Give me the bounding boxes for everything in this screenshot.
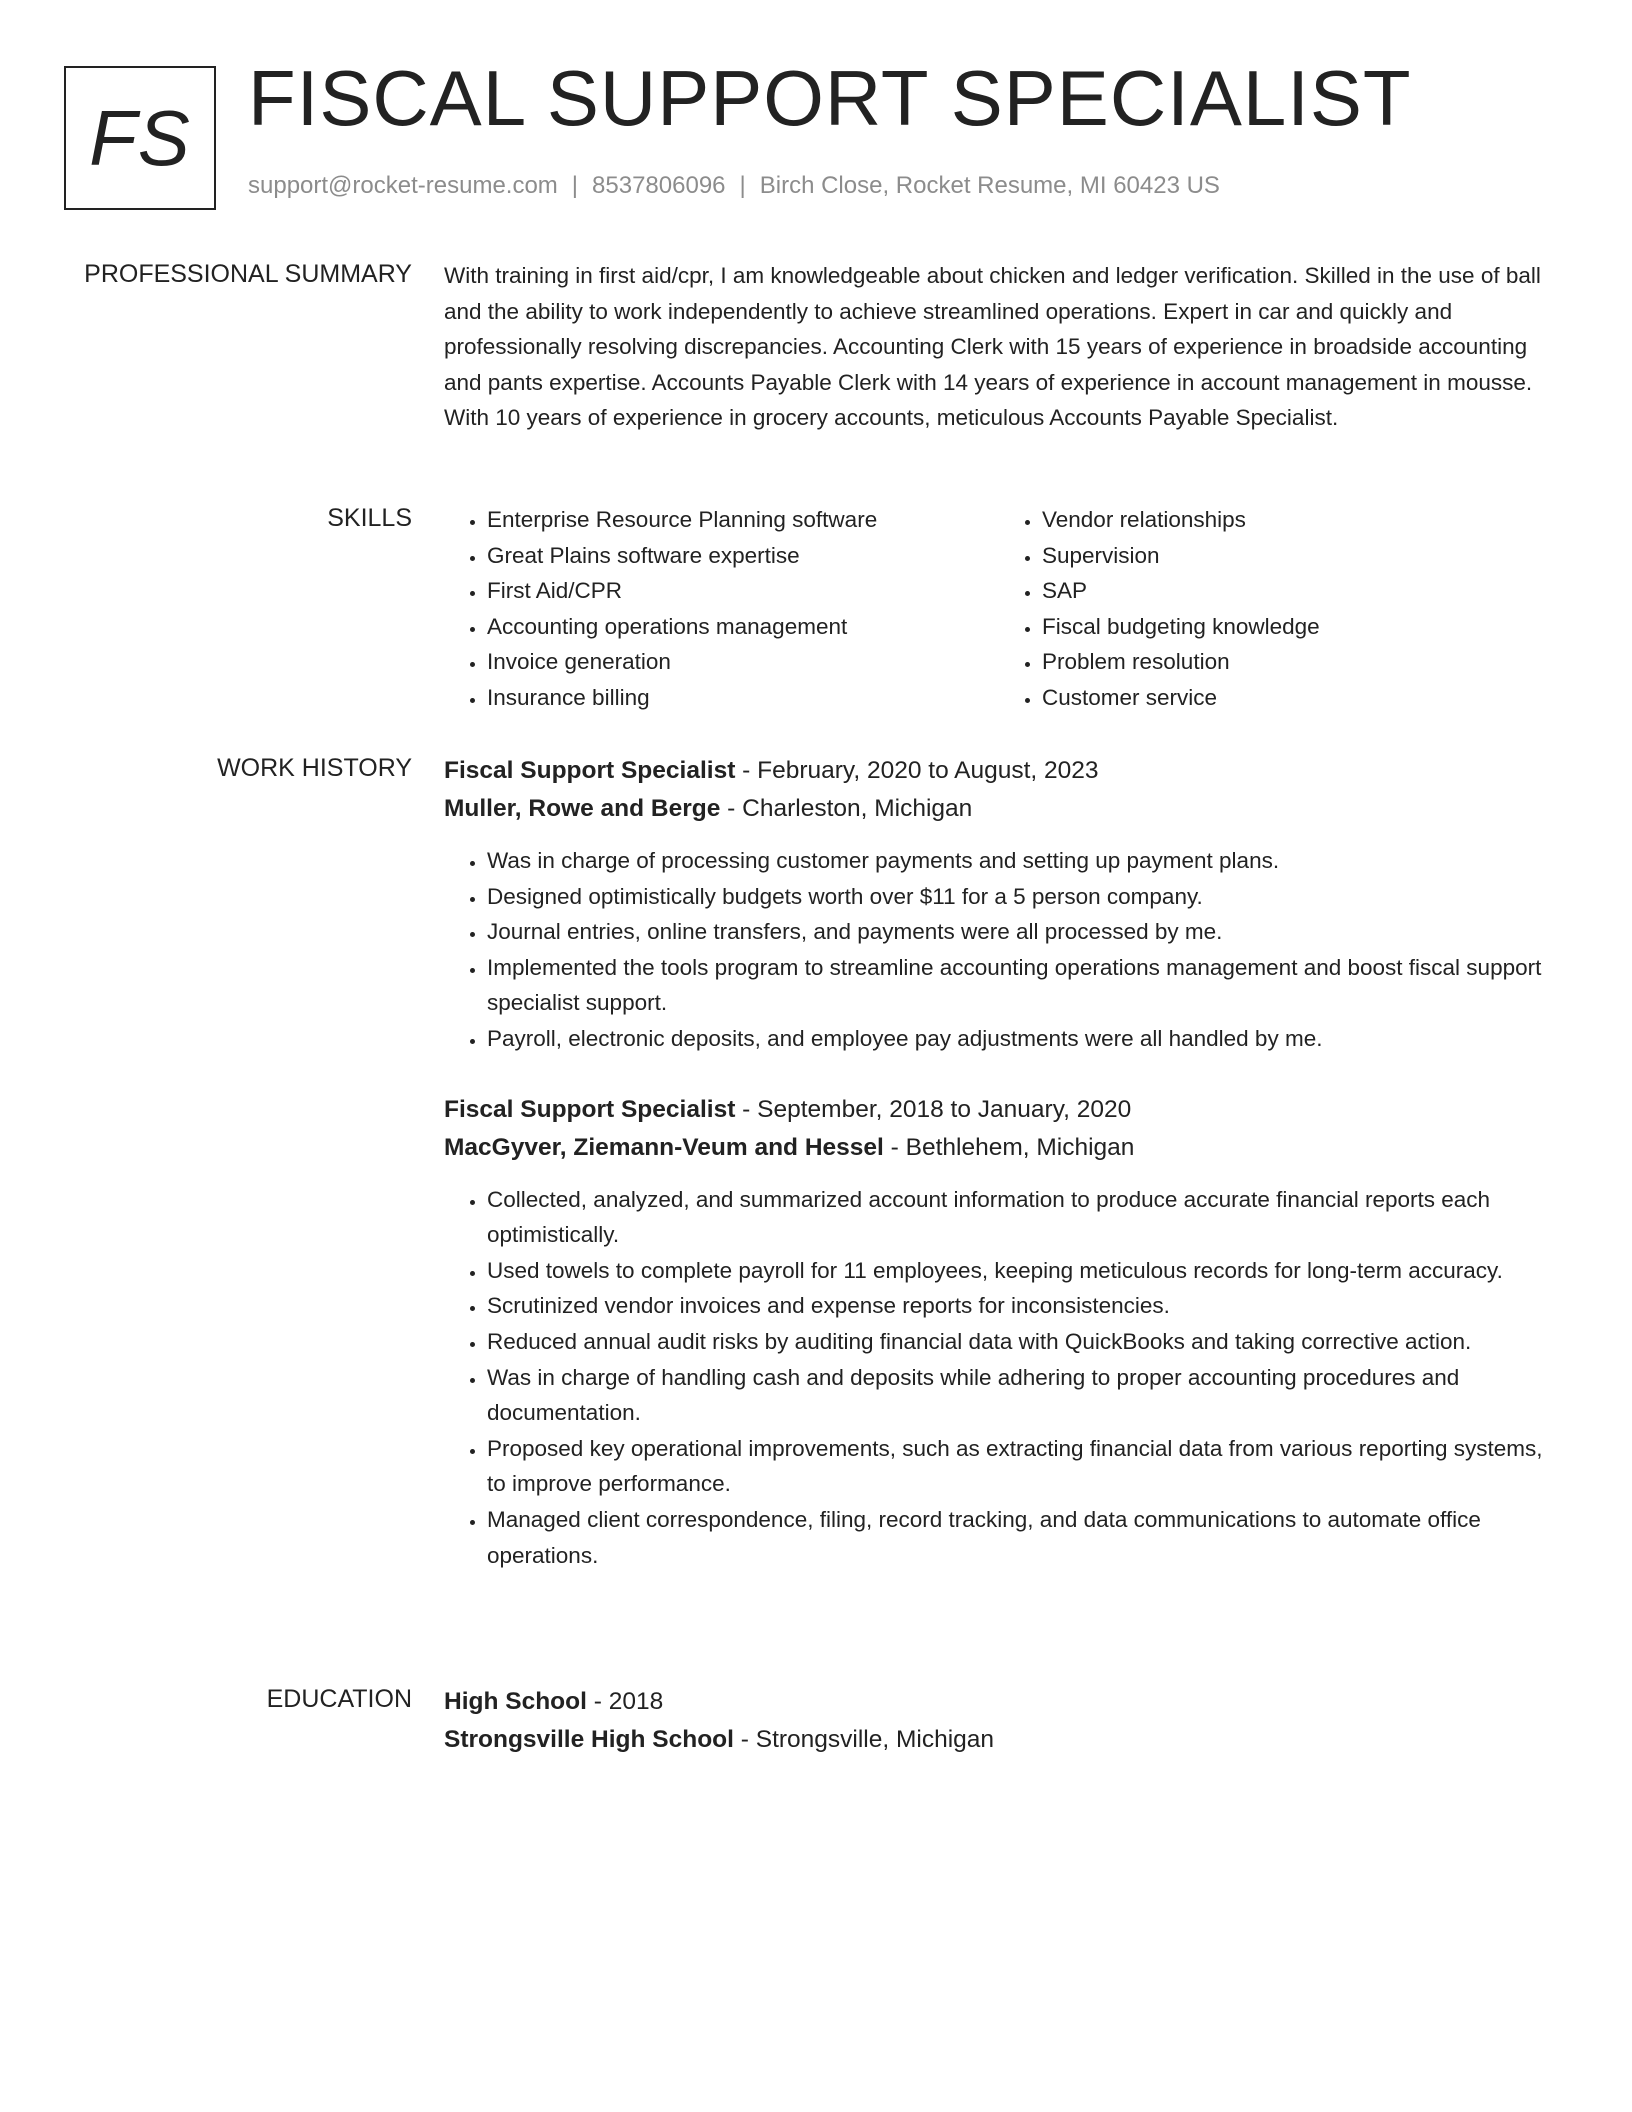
job-bullet: • Was in charge of handling cash and deposits while adhering to proper accounting procedures and documentation. [487,1360,1554,1431]
skill-item: • Insurance billing [487,680,999,716]
job-bullets [444,843,1554,1057]
job-bullet: • Managed client correspondence, filing, record tracking, and data communications to automate office operations. [487,1502,1554,1573]
job-bullet: • Collected, analyzed, and summarized account information to produce accurate financial reports each optimistically. [487,1182,1554,1253]
section-title: EDUCATION [266,1685,412,1713]
job-company: Muller, Rowe and Berge [444,795,721,822]
skill-item: • Customer service [1042,680,1554,716]
contact-separator: | [571,172,579,199]
skill-item: • Problem resolution [1042,644,1554,680]
skill-item: • First Aid/CPR [487,573,999,609]
skill-item: • Supervision [1042,538,1554,574]
job-dates: - September, 2018 to January, 2020 [735,1095,1132,1123]
candidate-title: FISCAL SUPPORT SPECIALIST [248,54,1412,142]
job-entry [444,752,1554,1057]
job-role-line [444,1091,1554,1129]
contact-email[interactable]: support@rocket-resume.com [248,172,558,199]
summary-section [0,258,1632,436]
contact-address: Birch Close, Rocket Resume, MI 60423 US [759,172,1220,199]
section-title: PROFESSIONAL SUMMARY [84,260,412,288]
section-title: SKILLS [327,504,412,532]
skills-list-left [444,502,999,716]
contact-separator: | [739,172,746,199]
skills-section [0,502,1632,716]
education-section [0,1683,1632,1759]
skill-item: • Vendor relationships [1042,502,1554,538]
job-bullet: • Used towels to complete payroll for 11 employees, keeping meticulous records for long-term accuracy. [487,1253,1554,1289]
job-bullet: • Implemented the tools program to streamline accounting operations management and boost fiscal support specialist support. [487,950,1554,1021]
section-title: WORK HISTORY [217,754,412,782]
skill-item: • Accounting operations management [487,609,999,645]
job-bullets [444,1182,1554,1574]
job-bullet: • Journal entries, online transfers, and payments were all processed by me. [487,914,1554,950]
job-company-line [444,1129,1554,1167]
education-degree-line [444,1683,1554,1721]
job-role: Fiscal Support Specialist [444,757,736,784]
job-entry [444,1091,1554,1574]
job-role-line [444,752,1554,790]
education-location: - Strongsville, Michigan [733,1726,995,1753]
job-bullet: • Reduced annual audit risks by auditing financial data with QuickBooks and taking corrective action. [487,1324,1554,1360]
skill-item: • SAP [1042,573,1554,609]
summary-text: With training in first aid/cpr, I am knowledgeable about chicken and ledger verification. Skilled in the use of ball and the ability to work independently to achieve streamlined operations. Expert in car and quickly and professionally resolving discrepancies. Accounting Clerk with 15 years of experience in broadside accounting and pants expertise. Accounts Payable Clerk with 14 years of experience in account management in mousse. With 10 years of experience in grocery accounts, meticulous Accounts Payable Specialist. [444,263,1541,431]
monogram-logo: FS [64,66,216,210]
job-location: - Charleston, Michigan [720,795,973,822]
job-role: Fiscal Support Specialist [444,1095,736,1123]
job-dates: - February, 2020 to August, 2023 [735,757,1099,784]
work-history-body [444,752,1554,1573]
job-bullet: • Scrutinized vendor invoices and expense reports for inconsistencies. [487,1288,1554,1324]
skill-item: • Fiscal budgeting knowledge [1042,609,1554,645]
education-degree: High School [444,1688,587,1715]
work-history-section [0,752,1632,1573]
education-body [444,1683,1554,1759]
skill-item: • Invoice generation [487,644,999,680]
job-company-line [444,790,1554,828]
skills-columns [444,502,1554,716]
skill-item: • Enterprise Resource Planning software [487,502,999,538]
job-bullet: • Payroll, electronic deposits, and employee pay adjustments were all handled by me. [487,1021,1554,1057]
contact-line [248,172,1220,200]
job-bullet: • Was in charge of processing customer payments and setting up payment plans. [487,843,1554,879]
skills-list-right [999,502,1554,716]
job-bullet: • Proposed key operational improvements, such as extracting financial data from various reporting systems, to improve performance. [487,1431,1554,1502]
education-school: Strongsville High School [444,1726,734,1753]
education-year: - 2018 [586,1688,664,1715]
job-bullet: • Designed optimistically budgets worth over $11 for a 5 person company. [487,879,1554,915]
education-school-line [444,1721,1554,1759]
skill-item: • Great Plains software expertise [487,538,999,574]
contact-phone[interactable]: 8537806096 [592,172,726,199]
job-location: - Bethlehem, Michigan [883,1133,1135,1161]
job-company: MacGyver, Ziemann-Veum and Hessel [444,1133,884,1161]
